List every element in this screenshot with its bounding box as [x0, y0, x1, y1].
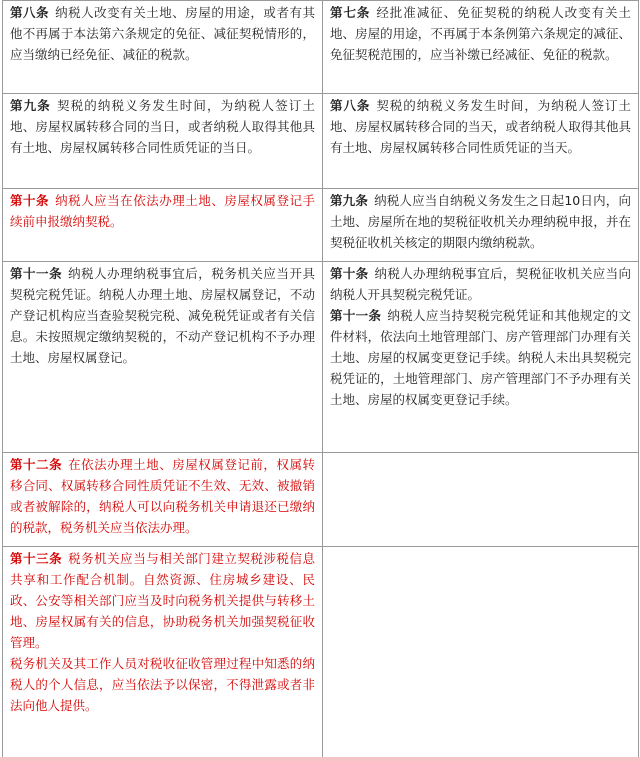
- new-law-cell: [3, 94, 323, 189]
- table-row: [3, 94, 639, 189]
- article-text: 契税的纳税义务发生时间，为纳税人签订土地、房屋权属转移合同的当日，或者纳税人取得其他具有土地、房屋权属转移合同性质凭证的当日。: [10, 98, 315, 155]
- law-comparison-table: [2, 0, 639, 759]
- table-row: [3, 189, 639, 262]
- article-paragraph: [10, 548, 315, 653]
- new-law-cell: [3, 1, 323, 94]
- new-law-cell: [3, 189, 323, 262]
- new-law-cell: [3, 262, 323, 453]
- old-regulation-cell: [323, 262, 639, 453]
- old-regulation-cell: [323, 189, 639, 262]
- article-text: 契税的纳税义务发生时间，为纳税人签订土地、房屋权属转移合同的当天，或者纳税人取得其他具有土地、房屋权属转移合同性质凭证的当天。: [330, 98, 631, 155]
- article-text: 纳税人应当在依法办理土地、房屋权属登记手续前申报缴纳契税。: [10, 193, 315, 229]
- article-text: 在依法办理土地、房屋权属登记前，权属转移合同、权属转移合同性质凭证不生效、无效、被撤销或者被解除的，纳税人可以向税务机关申请退还已缴纳的税款，税务机关应当依法办理。: [10, 457, 315, 535]
- article-number: 第九条: [10, 98, 51, 113]
- old-regulation-cell: [323, 1, 639, 94]
- article-text: 税务机关应当与相关部门建立契税涉税信息共享和工作配合机制。自然资源、住房城乡建设、民政、公安等相关部门应当及时向税务机关提供与转移土地、房屋权属有关的信息，协助税务机关加强契税征收管理。: [10, 551, 315, 650]
- new-law-cell: [3, 547, 323, 759]
- table-row: [3, 1, 639, 94]
- article-text: 纳税人办理纳税事宜后，税务机关应当开具契税完税凭证。纳税人办理土地、房屋权属登记，不动产登记机构应当查验契税完税、减免税凭证或者有关信息。未按照规定缴纳契税的，不动产登记机构不予办理土地、房屋权属登记。: [10, 266, 315, 365]
- article-paragraph-extra: 税务机关及其工作人员对税收征收管理过程中知悉的纳税人的个人信息，应当依法予以保密，不得泄露或者非法向他人提供。: [10, 656, 315, 713]
- old-regulation-cell: [323, 94, 639, 189]
- article-number: 第八条: [10, 5, 50, 20]
- table-row: [3, 547, 639, 759]
- new-law-cell: [3, 453, 323, 547]
- bottom-edge-strip: [0, 757, 640, 761]
- article-number: 第十一条: [330, 308, 382, 323]
- article-paragraph: [330, 263, 631, 305]
- article-number: 第十条: [10, 193, 50, 208]
- table-row: [3, 453, 639, 547]
- article-text: 纳税人办理纳税事宜后，契税征收机关应当向纳税人开具契税完税凭证。: [330, 266, 631, 302]
- article-text: 纳税人应当自纳税义务发生之日起10日内，向土地、房屋所在地的契税征收机关办理纳税申报，并在契税征收机关核定的期限内缴纳税款。: [330, 193, 631, 250]
- article-text: 经批准减征、免征契税的纳税人改变有关土地、房屋的用途，不再属于本条例第六条规定的减征、免征契税范围的，应当补缴已经减征、免征的税款。: [330, 5, 631, 62]
- article-number: 第八条: [330, 98, 371, 113]
- article-number: 第十一条: [10, 266, 63, 281]
- article-number: 第七条: [330, 5, 371, 20]
- article-number: 第十三条: [10, 551, 63, 566]
- article-number: 第十二条: [10, 457, 63, 472]
- article-paragraph: [330, 305, 631, 410]
- article-text: 纳税人应当持契税完税凭证和其他规定的文件材料，依法向土地管理部门、房产管理部门办理有关土地、房屋的权属变更登记手续。纳税人未出具契税完税凭证的，土地管理部门、房产管理部门不予办理有关土地、房屋的权属变更登记手续。: [330, 308, 631, 407]
- old-regulation-cell-empty: [323, 453, 639, 547]
- old-regulation-cell-empty: [323, 547, 639, 759]
- article-text: 纳税人改变有关土地、房屋的用途，或者有其他不再属于本法第六条规定的免征、减征契税情形的，应当缴纳已经免征、减征的税款。: [10, 5, 315, 62]
- article-number: 第十条: [330, 266, 369, 281]
- table-row: [3, 262, 639, 453]
- article-number: 第九条: [330, 193, 369, 208]
